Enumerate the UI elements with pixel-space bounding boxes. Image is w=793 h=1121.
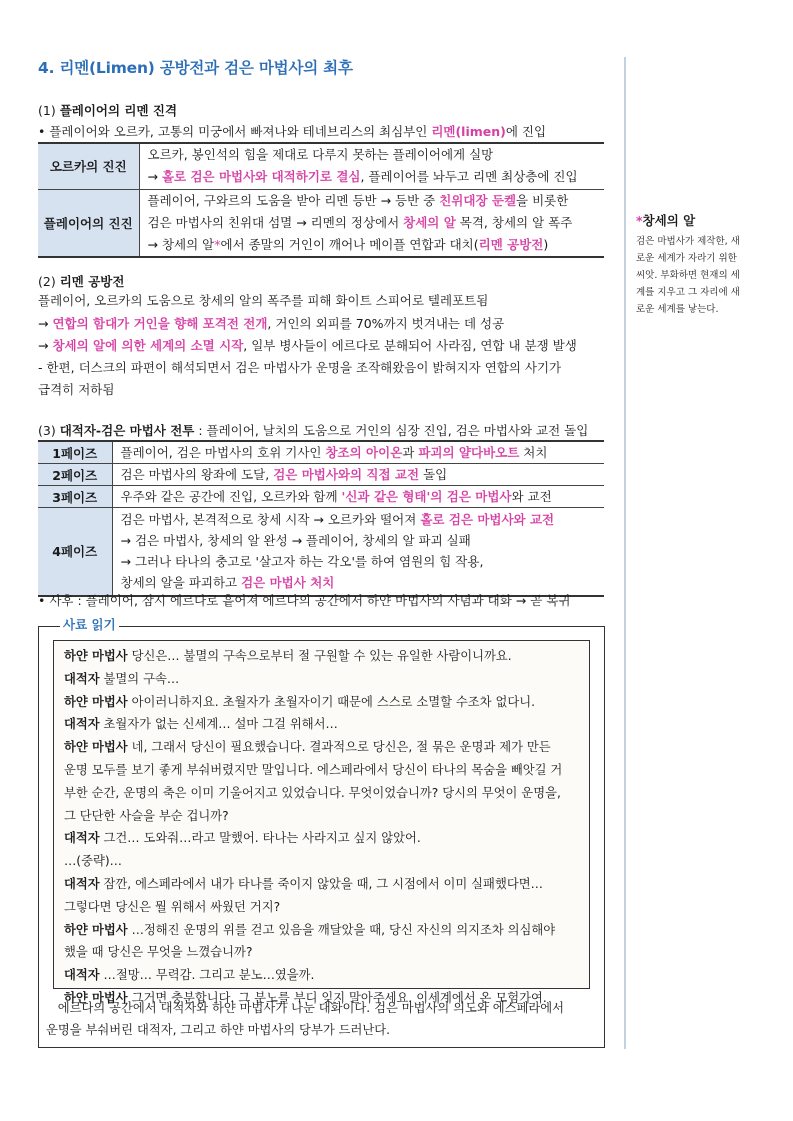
row-label: 플레이어의 진진 — [38, 189, 139, 257]
phase-label: 1페이즈 — [38, 441, 112, 464]
text: 목격, 창세의 알 폭주 — [455, 214, 573, 230]
text: → — [38, 338, 53, 353]
content-line — [148, 190, 597, 212]
section2-line — [38, 290, 488, 312]
speaker: 대적자 — [64, 671, 100, 686]
dialogue-line — [64, 668, 579, 691]
table-row — [38, 143, 604, 189]
row-label: 오르카의 진진 — [38, 143, 139, 189]
section1-bullet — [38, 122, 546, 140]
highlight: 창세의 알 — [403, 214, 456, 230]
text: 에서 종말의 거인이 깨어나 메이플 연합과 대치( — [220, 236, 479, 252]
speaker: 하얀 마법사 — [64, 990, 128, 1005]
side-note-body — [636, 233, 766, 318]
text: , 플레이어를 놔두고 리멘 최상층에 진입 — [360, 169, 578, 185]
dialogue-line — [64, 645, 579, 668]
text: 검은 마법사, 본격적으로 창세 시작 → 오르카와 떨어져 — [120, 512, 421, 528]
speaker: 하얀 마법사 — [64, 649, 128, 663]
phase-label: 3페이즈 — [38, 486, 112, 508]
speaker: 하얀 마법사 — [64, 694, 128, 709]
dialogue-text: 당신은… 불멸의 구속으로부터 절 구원할 수 있는 유일한 사람이니까요. — [127, 649, 512, 663]
speaker: 하얀 마법사 — [64, 740, 128, 755]
text: → 그러나 타나의 충고로 '살고자 하는 각오'를 하여 염원의 힘 작용, — [120, 554, 484, 570]
text: 우주와 같은 공간에 진입, 오르카와 함께 — [120, 489, 342, 504]
section3-heading — [38, 421, 588, 439]
phase-content — [112, 441, 604, 464]
dialogue-text: 불멸의 구속… — [99, 671, 180, 686]
content-line — [121, 551, 597, 572]
dialogue-text: …(중략)… — [64, 854, 122, 869]
text: 창세의 알을 파괴하고 — [120, 575, 242, 591]
section1-title: 플레이어의 리멘 진격 — [59, 103, 178, 118]
content-line — [121, 486, 597, 507]
section1-number: (1) — [38, 103, 56, 118]
section3-subtitle: : 플레이어, 날치의 도움으로 거인의 심장 진입, 검은 마법사와 교전 돌입 — [194, 423, 589, 438]
content-line — [148, 166, 597, 188]
text: 플레이어, 구와르의 도움을 받아 리멘 등반 → 등반 중 — [147, 192, 440, 208]
phases-table — [38, 440, 604, 597]
highlight: 친위대장 둔켈 — [439, 192, 517, 208]
dialogue-text: 운명 모두를 보기 좋게 부숴버렸지만 말입니다. 에스페라에서 당신이 타나의 목숨을 빼앗길 거 — [64, 762, 563, 777]
side-column-divider — [624, 57, 626, 1049]
highlight: 검은 마법사와의 직접 교전 — [273, 467, 420, 482]
caption-line: 운명을 부숴버린 대적자, 그리고 하얀 마법사의 당부가 드러난다. — [46, 1023, 391, 1037]
text: → — [147, 169, 162, 185]
section2-line — [38, 313, 504, 335]
highlight: 홀로 검은 마법사와 교전 — [420, 512, 555, 528]
dialogue-text: 그거면 충분합니다. 그 분노를 부디 잊지 말아주세요. 이세계에서 온 모험가여. — [127, 990, 547, 1005]
highlight-limen: 리멘(limen) — [431, 124, 506, 139]
dialogue-text: 했을 때 당신은 무엇을 느꼈습니까? — [64, 945, 253, 960]
section3-title: 대적자-검은 마법사 전투 — [59, 423, 195, 438]
section2-number: (2) — [38, 274, 56, 289]
content-line — [121, 464, 597, 485]
dialogue-text: 네, 그래서 당신이 필요했습니다. 결과적으로 당신은, 절 묶은 운명과 제가 만든 — [127, 740, 551, 755]
source-box-legend: 사료 읽기 — [60, 615, 119, 633]
aftermath-bullet: • 사후 : 플레이어, 잠시 에르다로 흩어져 에르다의 공간에서 하얀 마법사의 사념과 대화 → 곧 복귀 — [38, 593, 571, 608]
dialogue-line — [64, 873, 579, 896]
highlight: 리멘 공방전 — [478, 236, 544, 252]
dialogue-text: 아이러니하지요. 초월자가 초월자이기 때문에 스스로 소멸할 수조차 없다니. — [127, 694, 536, 709]
dialogue-line — [64, 850, 579, 873]
caption-line: 에르다의 공간에서 대적자와 하얀 마법사가 나눈 대화이다. 검은 마법사의 의도와 에스페라에서 — [46, 1001, 564, 1015]
section2-title: 리멘 공방전 — [59, 274, 125, 289]
dialogue-line — [64, 805, 579, 828]
text: , 일부 병사들이 에르다로 분해되어 사라짐, 연합 내 분쟁 발생 — [243, 338, 577, 353]
dialogue-line — [64, 919, 579, 942]
section1-heading — [38, 101, 177, 119]
highlight: 검은 마법사 처치 — [241, 575, 335, 591]
table-row — [38, 441, 604, 464]
section3-number: (3) — [38, 423, 56, 438]
text: 돌입 — [419, 467, 448, 482]
highlight: 파괴의 얄다바오트 — [418, 445, 520, 460]
highlight: 홀로 검은 마법사와 대적하기로 결심 — [161, 169, 361, 185]
text: 검은 마법사의 친위대 섬멸 → 리멘의 정상에서 — [147, 214, 404, 230]
dialogue-line — [64, 964, 579, 987]
highlight: 창세의 알에 의한 세계의 소멸 시작 — [52, 338, 244, 353]
footnote-marker: * — [636, 213, 643, 228]
speaker: 대적자 — [64, 968, 100, 983]
text: 오르카, 봉인석의 힘을 제대로 다루지 못하는 플레이어에게 실망 — [147, 147, 494, 163]
section2-line — [38, 357, 561, 379]
dialogue-line — [64, 827, 579, 850]
content-line — [121, 509, 597, 530]
row-content — [139, 143, 604, 189]
text: 검은 마법사의 왕좌에 도달, — [120, 467, 274, 482]
side-note — [636, 211, 766, 318]
page-title: 4. 리멘(Limen) 공방전과 검은 마법사의 최후 — [38, 59, 353, 77]
dialogue-text: …절망… 무력감. 그리고 분노…였을까. — [99, 968, 315, 983]
highlight: 연합의 함대가 거인을 향해 포격전 전개 — [52, 316, 268, 331]
section1-table — [38, 142, 604, 258]
text: 과 — [402, 445, 419, 460]
highlight: 창조의 아이온 — [325, 445, 403, 460]
content-line — [121, 442, 597, 463]
content-line — [148, 234, 597, 256]
dialogue-text: 그렇다면 당신은 뭘 위해서 싸웠던 거지? — [64, 899, 281, 914]
source-caption — [46, 997, 601, 1041]
text: 처치 — [519, 445, 548, 460]
text: → 창세의 알 — [147, 236, 215, 252]
text: 을 비롯한 — [516, 192, 569, 208]
phase-content — [112, 508, 604, 596]
dialogue-text: 그 단단한 사슬을 부순 겁니까? — [64, 808, 229, 823]
dialogue-text: 그건… 도와줘…라고 말했어. 타나는 사라지고 싶지 않았어. — [99, 831, 421, 846]
note-line: 씨앗. 부화하면 현재의 세 — [636, 270, 740, 281]
note-line: 로운 세계가 자라기 위한 — [636, 253, 737, 264]
text: ) — [543, 236, 549, 252]
speaker: 대적자 — [64, 717, 100, 732]
speaker: 대적자 — [64, 876, 100, 891]
dialogue-line — [64, 759, 579, 782]
dialogue-box — [53, 640, 590, 1005]
note-line: 계를 지우고 그 자리에 새 — [636, 287, 740, 298]
text: 플레이어, 검은 마법사의 호위 기사인 — [120, 445, 326, 460]
text: - 한편, 더스크의 파편이 해석되면서 검은 마법사가 운명을 조작해왔음이 밝혀지자 연합의 사기가 — [38, 360, 562, 375]
text: , 거인의 외피를 70%까지 벗겨내는 데 성공 — [267, 316, 505, 331]
highlight: '신과 같은 형태'의 검은 마법사 — [341, 489, 512, 504]
bullet-text: • 플레이어와 오르카, 고통의 미궁에서 빠져나와 테네브리스의 최심부인 — [38, 124, 432, 139]
phase-content — [112, 486, 604, 508]
side-note-title — [636, 211, 766, 229]
row-content — [139, 189, 604, 257]
phase-content — [112, 464, 604, 486]
bullet-text-end: 에 진입 — [505, 124, 547, 139]
dialogue-line — [64, 736, 579, 759]
table-row — [38, 464, 604, 486]
dialogue-text: …정해진 운명의 위를 걷고 있음을 깨달았을 때, 당신 자신의 의지조차 의심해야 — [127, 922, 556, 937]
text: 급격히 저하됨 — [38, 382, 115, 397]
text: 와 교전 — [511, 489, 552, 504]
dialogue-line — [64, 941, 579, 964]
section2-heading — [38, 272, 124, 290]
dialogue-text: 잠깐, 에스페라에서 내가 타나를 죽이지 않았을 때, 그 시점에서 이미 실패했다면… — [99, 876, 543, 891]
dialogue-line — [64, 896, 579, 919]
dialogue-text: 부한 순간, 운명의 축은 이미 기울어지고 있었습니다. 무엇이었습니까? 당시의 무엇이 운명을, — [64, 785, 561, 800]
footnote-marker: * — [214, 236, 221, 252]
phase-label: 4페이즈 — [38, 508, 112, 596]
section2-line — [38, 335, 577, 357]
dialogue-line — [64, 782, 579, 805]
speaker: 하얀 마법사 — [64, 922, 128, 937]
note-line: 검은 마법사가 제작한, 새 — [636, 236, 740, 247]
dialogue-line — [64, 691, 579, 714]
table-row — [38, 486, 604, 508]
text: → 검은 마법사, 창세의 알 완성 → 플레이어, 창세의 알 파괴 실패 — [120, 533, 471, 549]
section2-line — [38, 379, 114, 401]
text: → — [38, 316, 53, 331]
speaker: 대적자 — [64, 831, 100, 846]
table-row — [38, 189, 604, 257]
note-line: 로운 세계를 낳는다. — [636, 304, 719, 315]
dialogue-text: 초월자가 없는 신세계… 설마 그걸 위해서… — [99, 717, 338, 732]
dialogue-line — [64, 713, 579, 736]
content-line — [148, 144, 597, 166]
note-title-text: 창세의 알 — [642, 213, 696, 228]
phase-label: 2페이즈 — [38, 464, 112, 486]
table-row — [38, 508, 604, 596]
content-line — [121, 530, 597, 551]
text: 플레이어, 오르카의 도움으로 창세의 알의 폭주를 피해 화이트 스피어로 텔레포트됨 — [38, 293, 489, 308]
content-line — [148, 212, 597, 234]
